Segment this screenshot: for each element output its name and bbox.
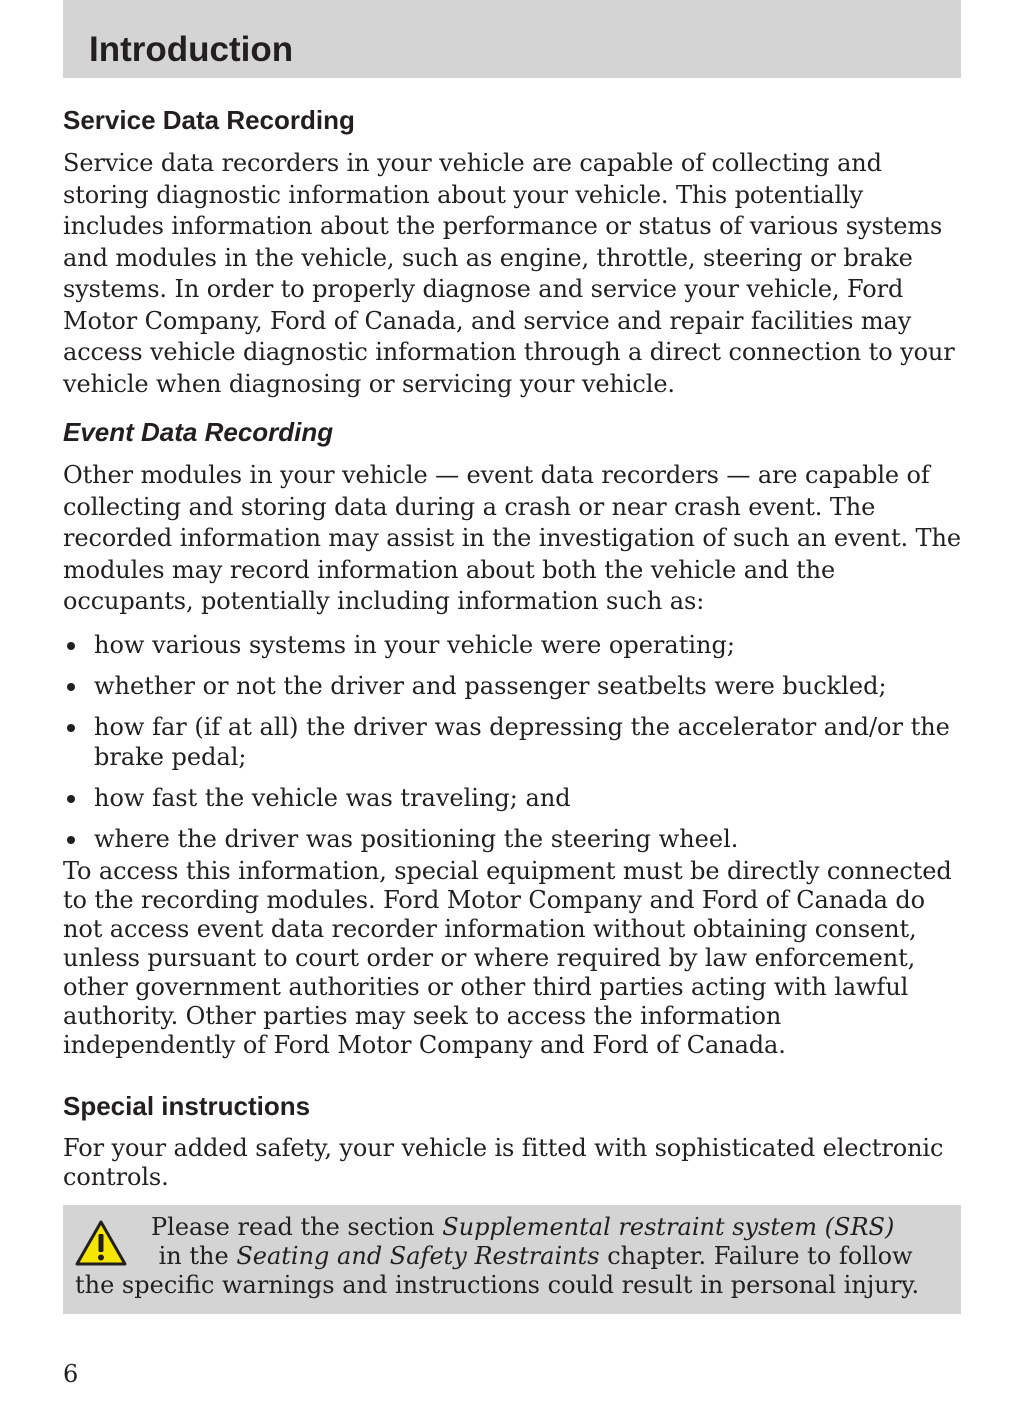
list-item: how various systems in your vehicle were operating;: [63, 630, 961, 660]
warning-box: [63, 1205, 961, 1314]
special-instructions-body: For your added safety, your vehicle is fitted with sophisticated electronic controls.: [63, 1133, 944, 1191]
special-instructions-heading: Special instructions: [63, 1090, 311, 1121]
list-item: whether or not the driver and passenger seatbelts were buckled;: [63, 671, 961, 701]
list-item: where the driver was positioning the steering wheel.: [63, 824, 961, 854]
bullet-icon: [67, 683, 75, 691]
page-content: [63, 104, 961, 1192]
list-item: how fast the vehicle was traveling; and: [63, 783, 961, 813]
event-data-list: [63, 630, 961, 854]
service-data-body: Service data recorders in your vehicle are capable of collecting and storing diagnostic information about your vehicle. This potentially includes information about the performance or status of various systems and modules in the vehicle, such as engine, throttle, steering or brake systems. In order to properly diagnose and service your vehicle, Ford Motor Company, Ford of Canada, and service and repair facilities may access vehicle diagnostic information through a direct connection to your vehicle when diagnosing or servicing your vehicle.: [63, 149, 955, 398]
event-data-heading: Event Data Recording: [63, 417, 334, 447]
bullet-icon: [67, 642, 75, 650]
list-item: how far (if at all) the driver was depressing the accelerator and/or the brake pedal;: [63, 712, 961, 772]
chapter-header: [63, 0, 961, 78]
bullet-icon: [67, 836, 75, 844]
bullet-icon: [67, 724, 75, 732]
chapter-title: Introduction: [89, 30, 294, 69]
event-data-closing: To access this information, special equipment must be directly connected to the recording modules. Ford Motor Company and Ford of Canada do not access event data recorder information without obtaining consent, unless pursuant to court order or where required by law enforcement, other government authorities or other third parties acting with lawful authority. Other parties may seek to access the information independently of Ford Motor Company and Ford of Canada.: [63, 856, 952, 1059]
service-data-heading: Service Data Recording: [63, 105, 355, 135]
event-data-intro: Other modules in your vehicle — event data recorders — are capable of collecting and storing data during a crash or near crash event. The recorded information may assist in the investigation of such an event. The modules may record information about both the vehicle and the occupants, potentially including information such as:: [63, 461, 961, 615]
page-number: 6: [63, 1360, 79, 1388]
bullet-icon: [67, 795, 75, 803]
warning-text: Please read the section Supplemental restraint system (SRS) in the Seating and Safety Restraints chapter. Failure to follow the specific warnings and instructions could result in personal injury.: [75, 1213, 920, 1299]
